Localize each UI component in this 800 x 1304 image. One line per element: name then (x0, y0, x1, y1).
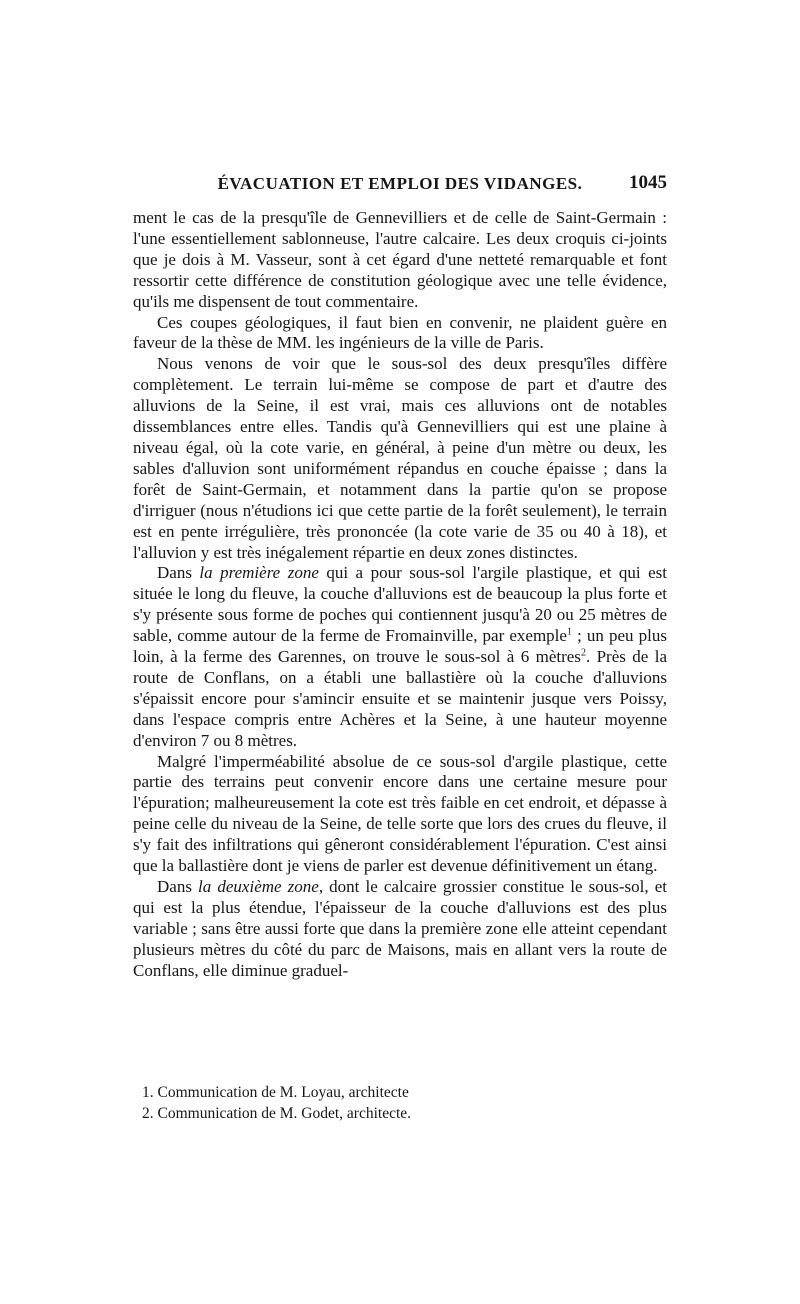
footnote-ref-1: 1 (566, 626, 572, 638)
footnotes (133, 1082, 667, 1124)
paragraph-3: Nous venons de voir que le sous-sol des deux presqu'îles diffère complètement. Le terrain lui-même se compose de part et d'autre des alluvions de la Seine, il est vrai, mais ces alluvions ont de notables dissemblances entre elles. Tandis qu'à Gennevilliers qui est une plaine à niveau égal, où la cote varie, en général, à peine d'un mètre ou deux, les sables d'alluvion sont uniformément répandus en couche épaisse ; dans la forêt de Saint-Germain, et notamment dans la partie qu'on se propose d'irriguer (nous n'étudions ici que cette partie de la forêt seulement), le terrain est en pente irrégulière, très prononcée (la cote varie de 35 ou 40 à 18), et l'alluvion y est très inégalement répartie en deux zones distinctes. (133, 354, 667, 562)
italic-term-deuxieme-zone: la deuxième zone (198, 877, 319, 896)
footnote-2: 2. Communication de M. Godet, architecte. (142, 1105, 412, 1122)
footnote-1: 1. Communication de M. Loyau, architecte (142, 1084, 409, 1101)
paragraph-1: ment le cas de la presqu'île de Gennevilliers et de celle de Saint-Germain : l'une essentiellement sablonneuse, l'autre calcaire. Les deux croquis ci-joints que je dois à M. Vasseur, sont à cet égard d'une netteté remarquable et font ressortir cette différence de constitution géologique avec une telle évidence, qu'ils me dispensent de tout commentaire. (133, 208, 667, 311)
paragraph-2: Ces coupes géologiques, il faut bien en convenir, ne plaident guère en faveur de la thèse de MM. les ingénieurs de la ville de Paris. (133, 312, 667, 353)
paragraph-6-start: Dans (157, 877, 199, 896)
paragraph-6 (133, 877, 667, 982)
body-text (133, 208, 667, 982)
paragraph-4-text: qui a pour sous-sol l'argile plastique, et qui est située le long du fleuve, la couche d'alluvions est de beaucoup la plus forte et s'y présente sous forme de poches qui contiennent jusqu'à 20 ou 25 mètres de sable, comme autour de la ferme de Fromainville, par exemple (133, 563, 667, 646)
paragraph-4-start: Dans (157, 563, 200, 583)
footnote-ref-2: 2 (580, 647, 586, 659)
running-header (133, 172, 667, 198)
paragraph-4-end: . Près de la route de Conflans, on a établi une ballastière où la couche d'alluvions s'épaissit encore pour s'amincir ensuite et se maintenir jusque vers Poissy, dans l'espace compris entre Achères et la Seine, à une hauteur moyenne d'environ 7 ou 8 mètres. (133, 647, 668, 750)
paragraph-5: Malgré l'imperméabilité absolue de ce sous-sol d'argile plastique, cette partie des terrains peut convenir encore dans une certaine mesure pour l'épuration; malheureusement la cote est très faible en cet endroit, et dépasse à peine celle du niveau de la Seine, de telle sorte que lors des crues du fleuve, il s'y fait des infiltrations qui gêneront considérablement l'épuration. C'est ainsi que la ballastière dont je viens de parler est devenue définitivement un étang. (133, 751, 667, 876)
italic-term-premiere-zone: la première zone (199, 563, 319, 583)
page-number: 1045 (629, 172, 667, 193)
paragraph-4-mid: ; un peu plus loin, à la ferme des Garennes, on trouve le sous-sol à 6 mètres (133, 626, 667, 667)
running-title: ÉVACUATION ET EMPLOI DES VIDANGES. (217, 174, 583, 193)
paragraph-4 (133, 563, 667, 751)
paragraph-6-text: , dont le calcaire grossier constitue le sous-sol, et qui est la plus étendue, l'épaisseur de la couche d'alluvions est des plus variable ; sans être aussi forte que dans la première zone elle atteint cependant plusieurs mètres du côté du parc de Maisons, mais en allant vers la route de Conflans, elle diminue graduel- (133, 877, 667, 980)
